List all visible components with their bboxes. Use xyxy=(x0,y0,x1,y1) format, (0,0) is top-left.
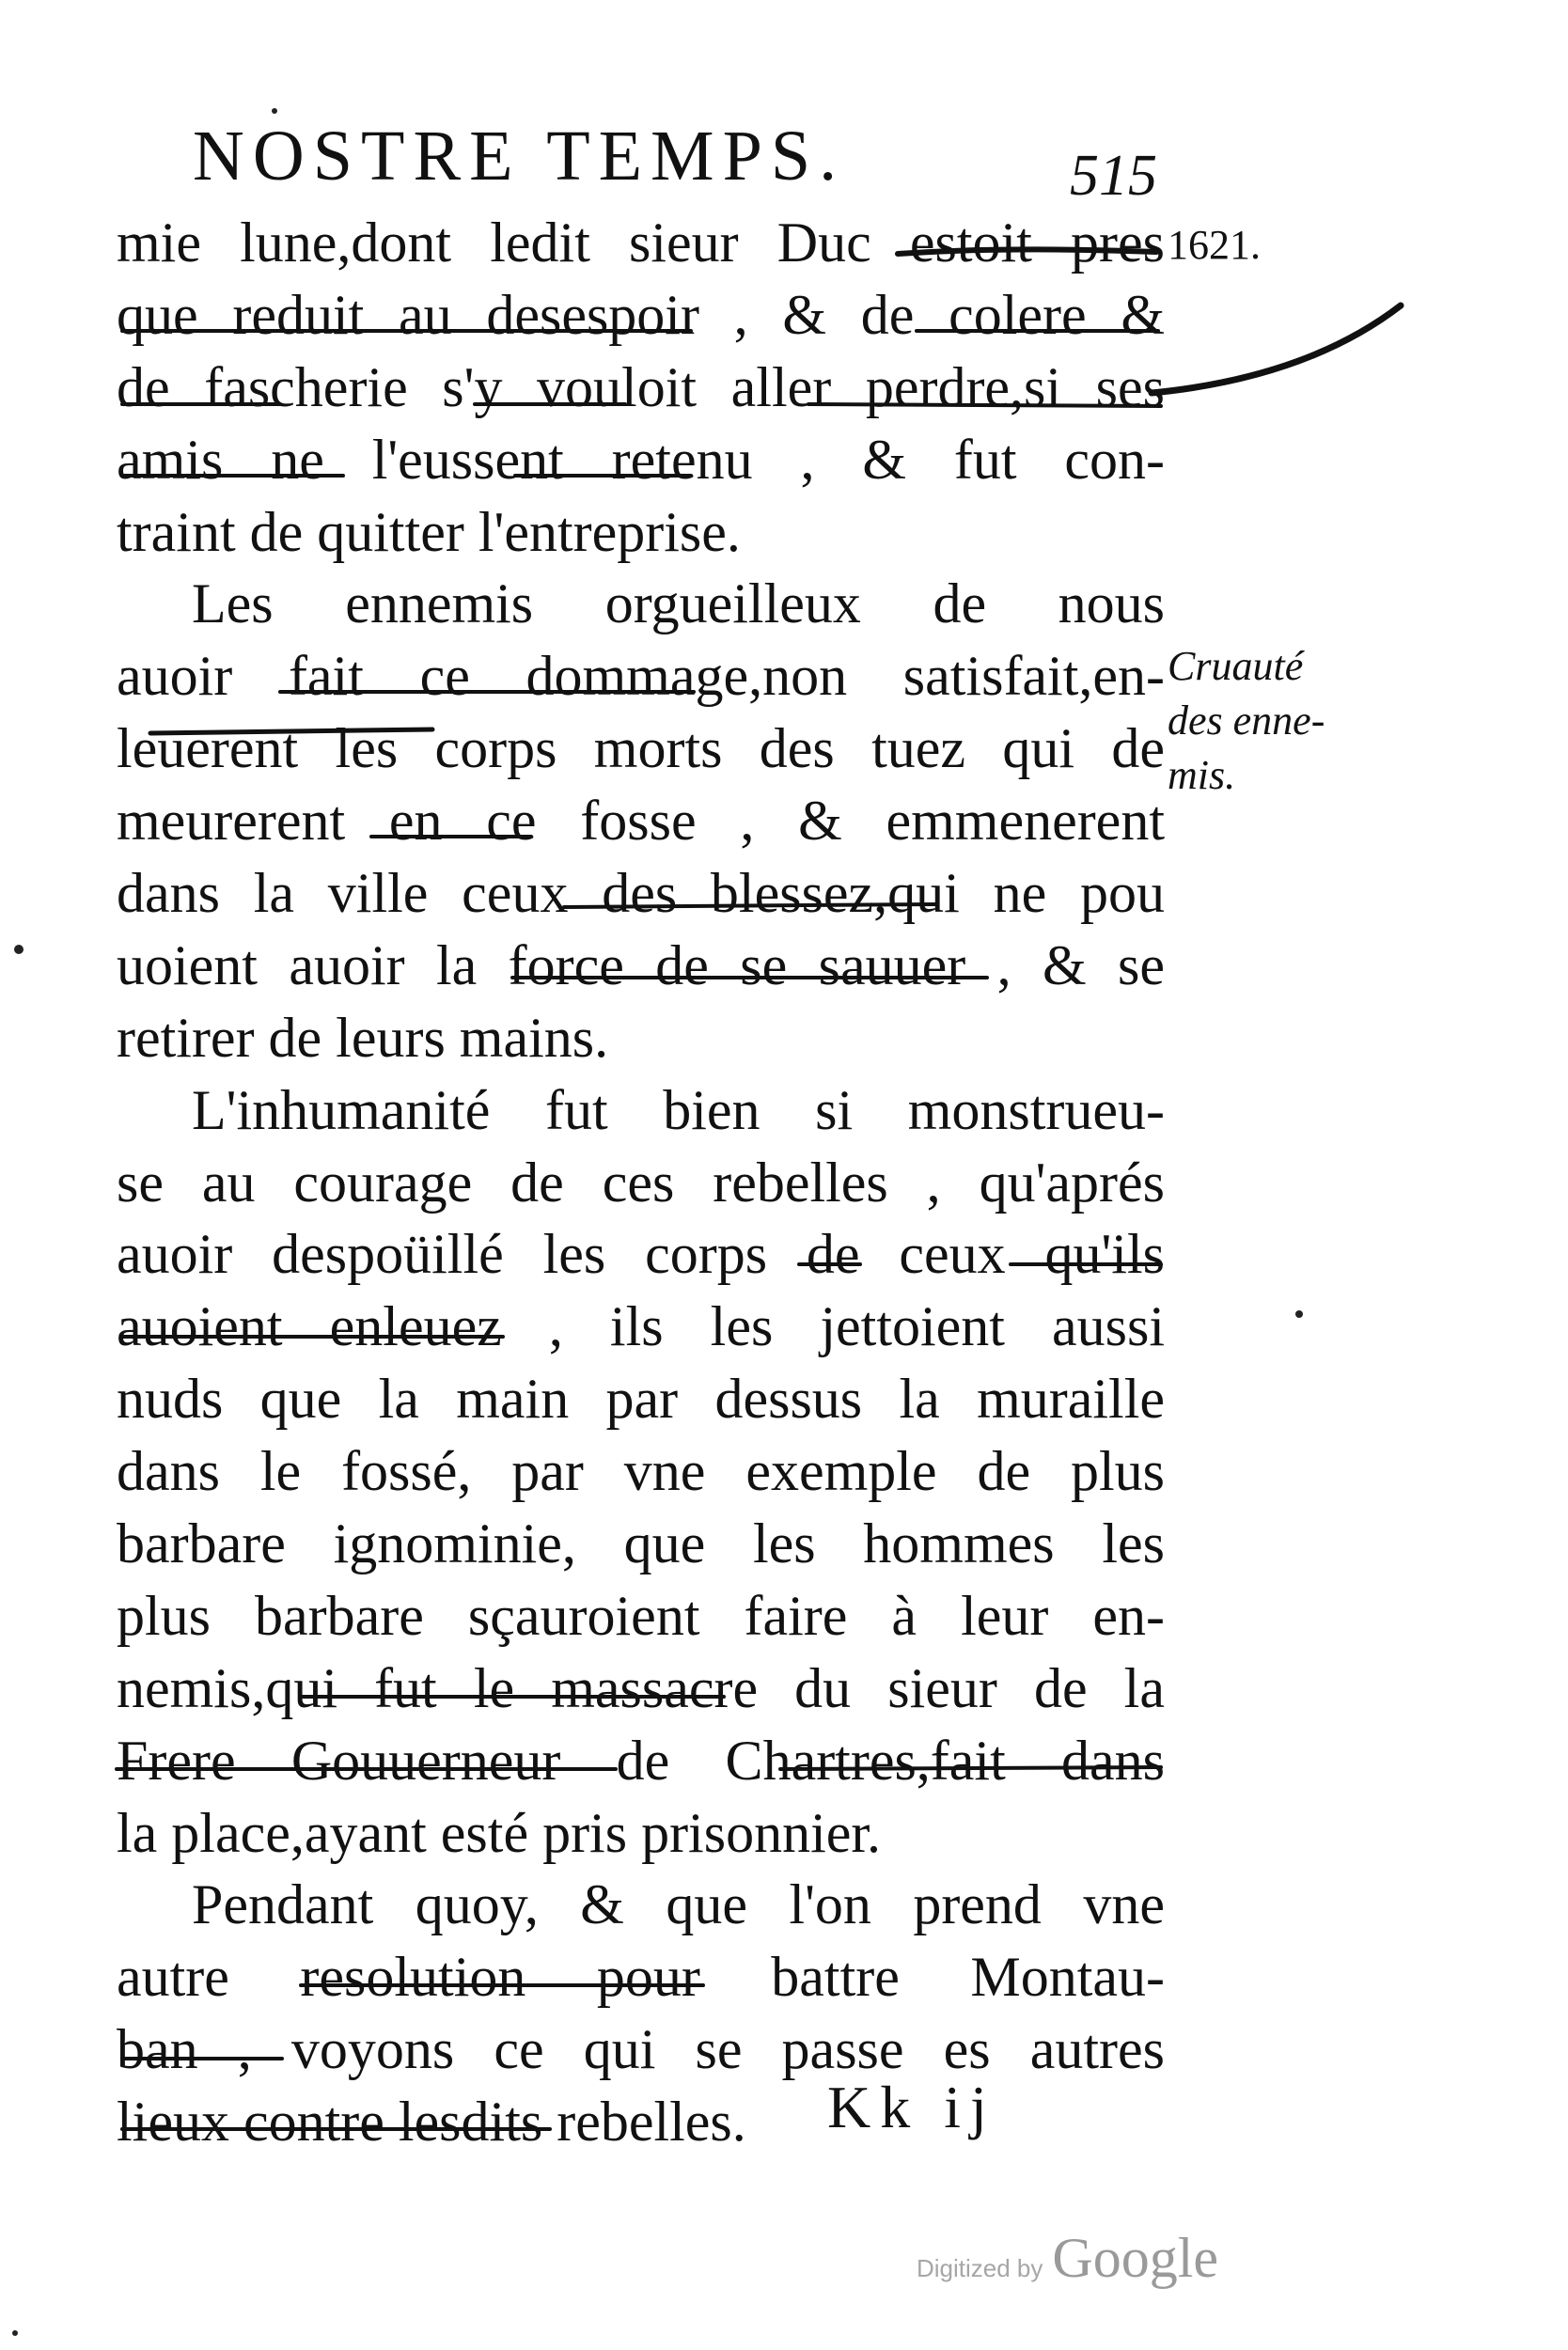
ink-speck xyxy=(14,945,24,954)
text-line: auoir fait ce dommage,non satisfait,en- xyxy=(117,645,1165,708)
google-logo: Google xyxy=(1052,2227,1219,2289)
text-line: de fascherie s'y vouloit aller perdre,si ses xyxy=(117,355,1165,418)
text-line: Les ennemis orgueilleux de nous xyxy=(192,572,1165,635)
text-line: Pendant quoy, & que l'on prend vne xyxy=(192,1873,1165,1936)
strikethrough-mark xyxy=(150,729,432,733)
strikethrough-mark xyxy=(898,249,1156,254)
text-line: nuds que la main par dessus la muraille xyxy=(117,1368,1165,1431)
digitized-by-label: Digitized by xyxy=(917,2254,1043,2282)
text-line: mie lune,dont ledit sieur Duc estoit pres xyxy=(117,212,1165,274)
ink-speck xyxy=(272,108,277,114)
text-line: Frere Gouuerneur de Chartres,fait dans xyxy=(117,1729,1165,1792)
text-line: auoient enleuez , ils les jettoient aussi xyxy=(117,1295,1165,1358)
text-line: amis ne l'eussent retenu , & fut con- xyxy=(117,428,1165,491)
text-line: traint de quitter l'entreprise. xyxy=(117,500,741,563)
text-line: que reduit au desespoir , & de colere & xyxy=(117,283,1165,346)
text-line: uoient auoir la force de se sauuer , & se xyxy=(117,933,1165,996)
text-line: meurerent en ce fosse , & emmenerent xyxy=(117,790,1165,853)
margin-stroke xyxy=(1152,306,1401,393)
text-line: se au courage de ces rebelles , qu'aprés xyxy=(117,1151,1165,1214)
text-line: nemis,qui fut le massacre du sieur de la xyxy=(117,1656,1165,1719)
text-line: auoir despoüillé les corps de ceux qu'ils xyxy=(117,1223,1165,1286)
text-line: la place,ayant esté pris prisonnier. xyxy=(117,1801,882,1864)
underline-mark xyxy=(780,1767,1161,1769)
signature-mark: Kk ij xyxy=(827,2074,996,2140)
text-line: barbare ignominie, que les hommes les xyxy=(117,1512,1165,1575)
page-number: 515 xyxy=(1070,144,1157,208)
underline-mark xyxy=(564,904,935,907)
ink-speck xyxy=(1295,1310,1303,1318)
text-line: plus barbare sçauroient faire à leur en- xyxy=(117,1584,1165,1647)
text-line: dans le fossé, par vne exemple de plus xyxy=(117,1440,1165,1503)
text-line: ban , voyons ce qui se passe es autres xyxy=(117,2018,1165,2081)
underline-mark xyxy=(808,404,1161,406)
running-title: NOSTRE TEMPS. xyxy=(193,117,846,196)
digitized-watermark xyxy=(917,2226,1218,2291)
text-line: L'inhumanité fut bien si monstrueu- xyxy=(192,1078,1165,1141)
text-line: autre resolution pour battre Montau- xyxy=(117,1946,1165,2009)
text-line: lieux contre lesdits rebelles. xyxy=(117,2091,746,2154)
text-line: dans la ville ceux des blessez,qui ne pou xyxy=(117,862,1165,925)
margin-note-line: des enne- xyxy=(1168,697,1325,744)
margin-note-line: mis. xyxy=(1168,752,1236,798)
margin-year: 1621. xyxy=(1168,222,1261,268)
ink-speck xyxy=(12,2330,18,2336)
text-line: leuerent les corps morts des tuez qui de xyxy=(117,717,1165,780)
margin-note-line: Cruauté xyxy=(1168,643,1304,689)
text-line: retirer de leurs mains. xyxy=(117,1006,609,1069)
